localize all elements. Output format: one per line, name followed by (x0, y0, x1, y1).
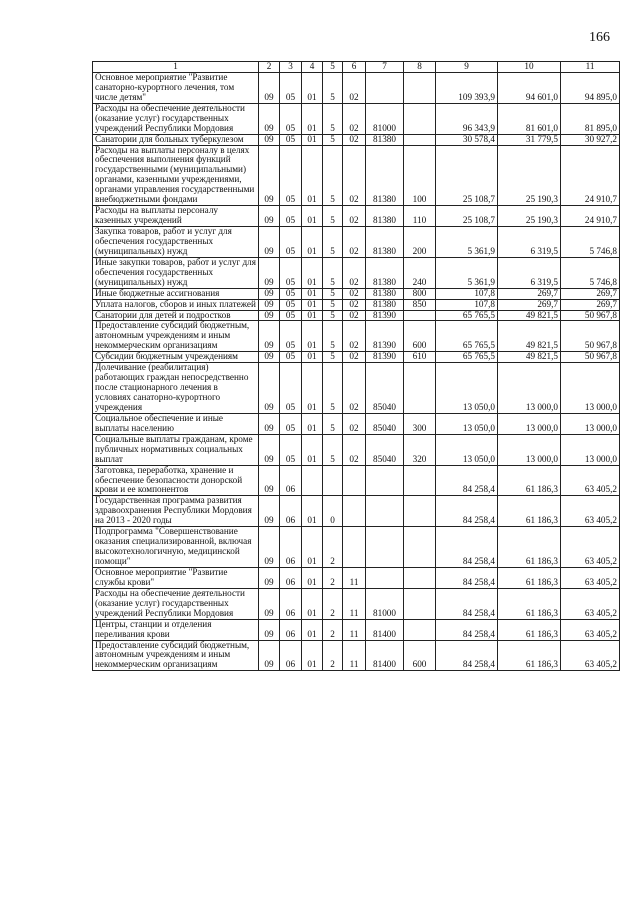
code-program: 01 (302, 352, 323, 363)
code-expense: 85040 (366, 363, 404, 414)
row-name: Расходы на обеспечение деятельности (оказание услуг) государственных учреждений Республики Мордовия (93, 588, 259, 619)
code-subsection: 05 (280, 310, 302, 321)
code-expense (366, 527, 404, 568)
row-name: Санатории для детей и подростков (93, 310, 259, 321)
table-row (93, 496, 620, 527)
code-subprogram: 2 (323, 527, 343, 568)
code-program: 01 (302, 206, 323, 227)
column-header-11: 11 (561, 62, 620, 73)
table-row (93, 103, 620, 134)
code-section: 09 (259, 72, 280, 103)
code-program: 01 (302, 434, 323, 465)
code-section: 09 (259, 588, 280, 619)
amount-year-3: 63 405,2 (561, 567, 620, 588)
amount-year-3: 13 000,0 (561, 413, 620, 434)
amount-year-1: 30 578,4 (436, 134, 498, 145)
code-subprogram: 2 (323, 588, 343, 619)
code-program: 01 (302, 496, 323, 527)
row-name: Уплата налогов, сборов и иных платежей (93, 299, 259, 310)
row-name: Закупка товаров, работ и услуг для обеспечения государственных (муниципальных) нужд (93, 227, 259, 258)
row-name: Расходы на выплаты персоналу в целях обеспечения выполнения функций государственными (муниципальными) органами, казенными учреждениями, органами управления государственными внебюджетными фондами (93, 145, 259, 206)
code-section: 09 (259, 134, 280, 145)
code-expense: 81380 (366, 134, 404, 145)
code-program (302, 465, 323, 496)
code-expense: 85040 (366, 413, 404, 434)
amount-year-1: 84 258,4 (436, 496, 498, 527)
amount-year-2: 25 190,3 (498, 145, 561, 206)
code-subprogram: 5 (323, 299, 343, 310)
column-header-5: 5 (323, 62, 343, 73)
code-expense: 81390 (366, 321, 404, 352)
code-event: 02 (343, 145, 366, 206)
code-section: 09 (259, 496, 280, 527)
code-section: 09 (259, 527, 280, 568)
code-subsection: 06 (280, 465, 302, 496)
code-section: 09 (259, 567, 280, 588)
row-name: Основное мероприятие "Развитие санаторно-курортного лечения, том числе детям" (93, 72, 259, 103)
code-program: 01 (302, 72, 323, 103)
table-row (93, 363, 620, 414)
amount-year-1: 107,8 (436, 299, 498, 310)
code-subsection: 05 (280, 321, 302, 352)
code-event: 11 (343, 640, 366, 671)
code-event: 11 (343, 588, 366, 619)
code-section: 09 (259, 321, 280, 352)
code-event: 02 (343, 103, 366, 134)
code-expense: 81380 (366, 227, 404, 258)
row-name: Иные закупки товаров, работ и услуг для обеспечения государственных (муниципальных) нужд (93, 257, 259, 288)
amount-year-1: 13 050,0 (436, 434, 498, 465)
amount-year-3: 24 910,7 (561, 206, 620, 227)
code-expense (366, 72, 404, 103)
code-expense: 81000 (366, 103, 404, 134)
amount-year-3: 63 405,2 (561, 588, 620, 619)
row-name: Центры, станции и отделения переливания крови (93, 619, 259, 640)
row-name: Заготовка, переработка, хранение и обеспечение безопасности донорской крови и ее компонентов (93, 465, 259, 496)
code-expense: 81380 (366, 257, 404, 288)
code-section: 09 (259, 640, 280, 671)
amount-year-3: 63 405,2 (561, 527, 620, 568)
amount-year-3: 50 967,8 (561, 321, 620, 352)
code-program: 01 (302, 299, 323, 310)
code-program: 01 (302, 257, 323, 288)
table-row (93, 310, 620, 321)
amount-year-2: 25 190,3 (498, 206, 561, 227)
code-expense: 81380 (366, 206, 404, 227)
code-subprogram: 2 (323, 640, 343, 671)
amount-year-2: 269,7 (498, 299, 561, 310)
amount-year-3: 50 967,8 (561, 352, 620, 363)
code-event (343, 465, 366, 496)
column-header-7: 7 (366, 62, 404, 73)
code-subsection: 05 (280, 227, 302, 258)
column-header-9: 9 (436, 62, 498, 73)
code-subsection: 06 (280, 640, 302, 671)
code-subsection: 06 (280, 527, 302, 568)
code-program: 01 (302, 567, 323, 588)
amount-year-1: 13 050,0 (436, 413, 498, 434)
code-event: 02 (343, 363, 366, 414)
amount-year-1: 84 258,4 (436, 640, 498, 671)
code-program: 01 (302, 413, 323, 434)
amount-year-3: 63 405,2 (561, 465, 620, 496)
code-subprogram: 5 (323, 227, 343, 258)
table-row (93, 465, 620, 496)
code-section: 09 (259, 363, 280, 414)
code-type: 240 (404, 257, 436, 288)
column-header-6: 6 (343, 62, 366, 73)
row-name: Расходы на обеспечение деятельности (оказание услуг) государственных учреждений Республики Мордовия (93, 103, 259, 134)
amount-year-1: 84 258,4 (436, 567, 498, 588)
code-expense (366, 567, 404, 588)
code-event (343, 527, 366, 568)
code-program: 01 (302, 310, 323, 321)
row-name: Основное мероприятие "Развитие службы крови" (93, 567, 259, 588)
code-subprogram: 0 (323, 496, 343, 527)
row-name: Государственная программа развития здравоохранения Республики Мордовия на 2013 - 2020 годы (93, 496, 259, 527)
amount-year-2: 49 821,5 (498, 310, 561, 321)
code-type: 110 (404, 206, 436, 227)
code-subsection: 05 (280, 288, 302, 299)
amount-year-2: 6 319,5 (498, 227, 561, 258)
amount-year-3: 63 405,2 (561, 640, 620, 671)
code-subsection: 05 (280, 206, 302, 227)
code-program: 01 (302, 227, 323, 258)
code-type (404, 310, 436, 321)
amount-year-1: 5 361,9 (436, 257, 498, 288)
code-subprogram: 5 (323, 288, 343, 299)
code-subsection: 05 (280, 363, 302, 414)
row-name: Санатории для больных туберкулезом (93, 134, 259, 145)
code-expense: 81400 (366, 619, 404, 640)
code-program: 01 (302, 619, 323, 640)
row-name: Социальное обеспечение и иные выплаты населению (93, 413, 259, 434)
code-event: 02 (343, 227, 366, 258)
amount-year-1: 5 361,9 (436, 227, 498, 258)
code-section: 09 (259, 103, 280, 134)
table-row (93, 321, 620, 352)
amount-year-3: 269,7 (561, 288, 620, 299)
code-program: 01 (302, 321, 323, 352)
amount-year-1: 84 258,4 (436, 527, 498, 568)
code-type (404, 72, 436, 103)
amount-year-1: 84 258,4 (436, 465, 498, 496)
code-program: 01 (302, 103, 323, 134)
code-program: 01 (302, 527, 323, 568)
code-program: 01 (302, 145, 323, 206)
code-type (404, 567, 436, 588)
column-header-1: 1 (93, 62, 259, 73)
row-name: Предоставление субсидий бюджетным, автономным учреждениям и иным некоммерческим организациям (93, 640, 259, 671)
table-row (93, 134, 620, 145)
amount-year-1: 13 050,0 (436, 363, 498, 414)
code-subprogram: 5 (323, 321, 343, 352)
amount-year-1: 25 108,7 (436, 145, 498, 206)
amount-year-1: 65 765,5 (436, 321, 498, 352)
table-body (93, 72, 620, 670)
amount-year-2: 61 186,3 (498, 527, 561, 568)
amount-year-3: 94 895,0 (561, 72, 620, 103)
code-section: 09 (259, 299, 280, 310)
code-type (404, 588, 436, 619)
code-subprogram: 5 (323, 310, 343, 321)
amount-year-3: 13 000,0 (561, 363, 620, 414)
code-expense: 81000 (366, 588, 404, 619)
code-subsection: 06 (280, 619, 302, 640)
row-name: Социальные выплаты гражданам, кроме публичных нормативных социальных выплат (93, 434, 259, 465)
code-subprogram: 2 (323, 619, 343, 640)
amount-year-2: 94 601,0 (498, 72, 561, 103)
amount-year-2: 61 186,3 (498, 496, 561, 527)
code-event: 02 (343, 434, 366, 465)
table-row (93, 619, 620, 640)
code-subsection: 05 (280, 434, 302, 465)
table-row (93, 299, 620, 310)
table-row (93, 588, 620, 619)
amount-year-2: 6 319,5 (498, 257, 561, 288)
code-expense: 81390 (366, 352, 404, 363)
amount-year-1: 65 765,5 (436, 352, 498, 363)
code-subsection: 05 (280, 145, 302, 206)
table-row (93, 352, 620, 363)
amount-year-2: 49 821,5 (498, 321, 561, 352)
amount-year-2: 269,7 (498, 288, 561, 299)
code-program: 01 (302, 288, 323, 299)
table-row (93, 434, 620, 465)
code-subsection: 05 (280, 413, 302, 434)
code-section: 09 (259, 257, 280, 288)
code-event: 02 (343, 72, 366, 103)
code-expense: 81390 (366, 310, 404, 321)
column-header-4: 4 (302, 62, 323, 73)
code-event: 02 (343, 134, 366, 145)
code-subprogram: 5 (323, 134, 343, 145)
column-header-3: 3 (280, 62, 302, 73)
code-event: 02 (343, 352, 366, 363)
table-row (93, 527, 620, 568)
amount-year-2: 61 186,3 (498, 640, 561, 671)
code-type: 300 (404, 413, 436, 434)
code-section: 09 (259, 619, 280, 640)
code-type: 320 (404, 434, 436, 465)
code-expense: 81380 (366, 145, 404, 206)
table-row (93, 413, 620, 434)
code-subprogram: 5 (323, 103, 343, 134)
code-subprogram (323, 465, 343, 496)
code-section: 09 (259, 288, 280, 299)
code-type (404, 363, 436, 414)
code-section: 09 (259, 465, 280, 496)
amount-year-3: 63 405,2 (561, 496, 620, 527)
amount-year-2: 61 186,3 (498, 619, 561, 640)
amount-year-1: 25 108,7 (436, 206, 498, 227)
code-type (404, 134, 436, 145)
amount-year-1: 84 258,4 (436, 588, 498, 619)
code-type (404, 496, 436, 527)
code-type: 200 (404, 227, 436, 258)
code-type: 610 (404, 352, 436, 363)
code-subprogram: 5 (323, 434, 343, 465)
row-name: Субсидии бюджетным учреждениям (93, 352, 259, 363)
code-subprogram: 5 (323, 352, 343, 363)
table-row (93, 567, 620, 588)
code-expense: 81380 (366, 299, 404, 310)
code-type: 850 (404, 299, 436, 310)
table-row (93, 206, 620, 227)
amount-year-3: 5 746,8 (561, 257, 620, 288)
code-subsection: 05 (280, 72, 302, 103)
table-row (93, 640, 620, 671)
amount-year-2: 61 186,3 (498, 588, 561, 619)
code-subsection: 05 (280, 134, 302, 145)
code-section: 09 (259, 227, 280, 258)
code-expense: 85040 (366, 434, 404, 465)
code-event: 02 (343, 310, 366, 321)
amount-year-2: 13 000,0 (498, 434, 561, 465)
code-section: 09 (259, 145, 280, 206)
amount-year-3: 50 967,8 (561, 310, 620, 321)
budget-table (92, 61, 620, 671)
code-subsection: 05 (280, 103, 302, 134)
code-program: 01 (302, 363, 323, 414)
code-section: 09 (259, 206, 280, 227)
code-type (404, 527, 436, 568)
code-subprogram: 5 (323, 72, 343, 103)
amount-year-2: 13 000,0 (498, 413, 561, 434)
header-row (93, 62, 620, 73)
table-row (93, 257, 620, 288)
row-name: Подпрограмма "Совершенствование оказания специализированной, включая высокотехнологичную, медицинской помощи" (93, 527, 259, 568)
code-program: 01 (302, 134, 323, 145)
code-subsection: 05 (280, 299, 302, 310)
amount-year-1: 107,8 (436, 288, 498, 299)
amount-year-3: 5 746,8 (561, 227, 620, 258)
code-subprogram: 5 (323, 363, 343, 414)
amount-year-2: 81 601,0 (498, 103, 561, 134)
code-subsection: 06 (280, 496, 302, 527)
code-expense: 81380 (366, 288, 404, 299)
code-program: 01 (302, 588, 323, 619)
amount-year-1: 96 343,9 (436, 103, 498, 134)
column-header-10: 10 (498, 62, 561, 73)
code-event: 02 (343, 413, 366, 434)
code-expense: 81400 (366, 640, 404, 671)
amount-year-3: 81 895,0 (561, 103, 620, 134)
row-name: Расходы на выплаты персоналу казенных учреждений (93, 206, 259, 227)
code-type: 100 (404, 145, 436, 206)
code-type (404, 103, 436, 134)
code-event: 02 (343, 299, 366, 310)
code-subsection: 06 (280, 588, 302, 619)
amount-year-3: 63 405,2 (561, 619, 620, 640)
amount-year-1: 84 258,4 (436, 619, 498, 640)
code-type (404, 465, 436, 496)
code-type (404, 619, 436, 640)
code-type: 600 (404, 640, 436, 671)
code-section: 09 (259, 310, 280, 321)
code-program: 01 (302, 640, 323, 671)
code-event: 11 (343, 567, 366, 588)
code-subprogram: 5 (323, 413, 343, 434)
amount-year-2: 61 186,3 (498, 465, 561, 496)
amount-year-3: 269,7 (561, 299, 620, 310)
column-header-2: 2 (259, 62, 280, 73)
table-row (93, 288, 620, 299)
code-subprogram: 2 (323, 567, 343, 588)
code-event: 02 (343, 257, 366, 288)
code-type: 800 (404, 288, 436, 299)
code-subprogram: 5 (323, 206, 343, 227)
amount-year-1: 109 393,9 (436, 72, 498, 103)
row-name: Долечивание (реабилитация) работающих граждан непосредственно после стационарного лечения в условиях санаторно-курортного учреждения (93, 363, 259, 414)
code-event: 02 (343, 206, 366, 227)
code-subprogram: 5 (323, 257, 343, 288)
code-event (343, 496, 366, 527)
table-row (93, 227, 620, 258)
amount-year-1: 65 765,5 (436, 310, 498, 321)
code-expense (366, 496, 404, 527)
code-section: 09 (259, 352, 280, 363)
code-section: 09 (259, 434, 280, 465)
amount-year-3: 30 927,2 (561, 134, 620, 145)
code-event: 02 (343, 288, 366, 299)
code-type: 600 (404, 321, 436, 352)
amount-year-2: 61 186,3 (498, 567, 561, 588)
amount-year-2: 13 000,0 (498, 363, 561, 414)
row-name: Иные бюджетные ассигнования (93, 288, 259, 299)
table-row (93, 145, 620, 206)
amount-year-2: 31 779,5 (498, 134, 561, 145)
code-subprogram: 5 (323, 145, 343, 206)
amount-year-2: 49 821,5 (498, 352, 561, 363)
code-subsection: 05 (280, 257, 302, 288)
table-row (93, 72, 620, 103)
code-subsection: 05 (280, 352, 302, 363)
code-event: 11 (343, 619, 366, 640)
code-subsection: 06 (280, 567, 302, 588)
amount-year-3: 24 910,7 (561, 145, 620, 206)
code-section: 09 (259, 413, 280, 434)
row-name: Предоставление субсидий бюджетным, автономным учреждениям и иным некоммерческим организациям (93, 321, 259, 352)
column-header-8: 8 (404, 62, 436, 73)
amount-year-3: 13 000,0 (561, 434, 620, 465)
page-number: 166 (589, 30, 610, 45)
code-expense (366, 465, 404, 496)
code-event: 02 (343, 321, 366, 352)
